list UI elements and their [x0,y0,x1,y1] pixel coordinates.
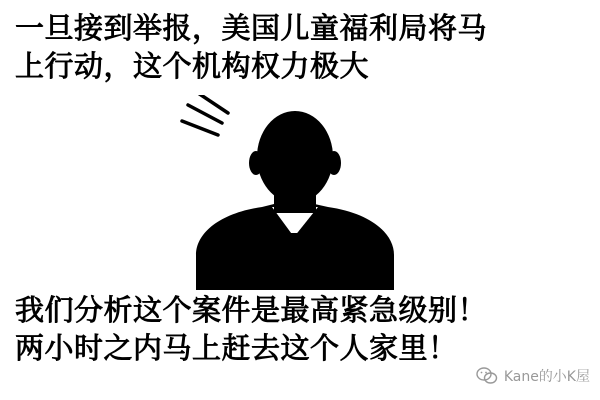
caption-top-line-1: 一旦接到举报，美国儿童福利局将马 [15,11,488,45]
watermark-text: Kane的小K屋 [503,369,590,385]
watermark [476,366,590,386]
caption-top-line-2: 上行动，这个机构权力极大 [15,49,370,83]
person-silhouette-icon [170,95,420,290]
alert-lines-icon [182,95,228,135]
caption-bottom-line-2: 两小时之内马上赶去这个人家里！ [15,331,458,365]
wechat-icon [476,367,498,385]
caption-bottom-line-1: 我们分析这个案件是最高紧急级别！ [15,293,488,327]
